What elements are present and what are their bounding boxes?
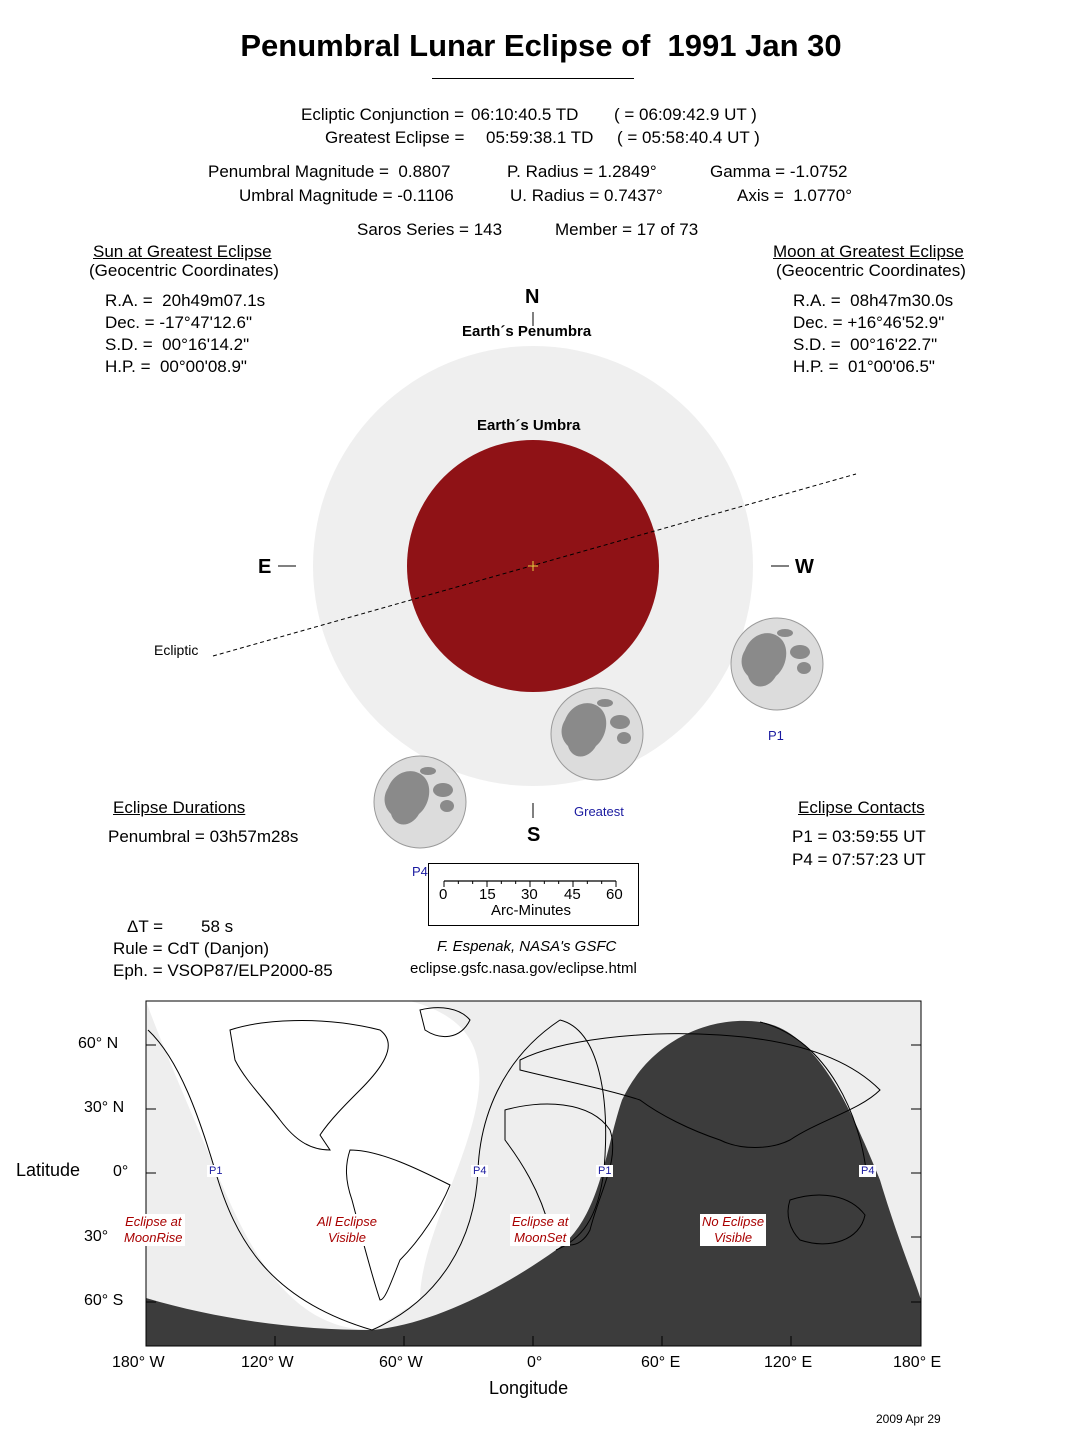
region-none-visible-line2: Visible xyxy=(714,1230,753,1245)
greatest-ut: ( = 05:58:40.4 UT ) xyxy=(617,128,760,147)
scale-tick-0: 0 xyxy=(439,886,448,903)
delta-t-label: ΔT = xyxy=(127,917,164,936)
scale-tick-30: 30 xyxy=(521,886,538,903)
lat-tick-30s: 30° xyxy=(84,1228,109,1245)
sun-heading: Sun at Greatest Eclipse xyxy=(93,242,272,261)
saros-series: Saros Series = 143 xyxy=(357,220,503,239)
lat-tick-0: 0° xyxy=(113,1163,129,1180)
credit-url: eclipse.gsfc.nasa.gov/eclipse.html xyxy=(410,960,637,977)
south-label: S xyxy=(527,824,541,846)
region-moonset xyxy=(510,1214,570,1246)
region-moonset-line2: MoonSet xyxy=(514,1230,567,1245)
region-all-visible-line2: Visible xyxy=(327,1230,367,1245)
rule: Rule = CdT (Danjon) xyxy=(113,939,270,958)
west-label: W xyxy=(795,556,814,578)
penumbra-label: Earth´s Penumbra xyxy=(462,323,592,340)
region-moonset-line1: Eclipse at xyxy=(512,1214,569,1229)
sun-subheading: (Geocentric Coordinates) xyxy=(89,261,279,280)
u-radius: U. Radius = 0.7437° xyxy=(510,186,663,205)
map-curve-label-p4-west: P4 xyxy=(473,1165,487,1177)
region-moonrise xyxy=(122,1214,185,1246)
moon-greatest-label: Greatest xyxy=(574,804,624,819)
moon-sd: S.D. = 00°16'22.7" xyxy=(793,335,938,354)
delta-t-value: 58 s xyxy=(201,917,234,936)
moon-hp: H.P. = 01°00'06.5" xyxy=(793,357,935,376)
scale-tick-45: 45 xyxy=(564,886,581,903)
lat-tick-30n: 30° N xyxy=(84,1099,125,1116)
map-curve-label-p1-west: P1 xyxy=(209,1165,223,1177)
ephemeris: Eph. = VSOP87/ELP2000-85 xyxy=(113,961,333,980)
gamma: Gamma = -1.0752 xyxy=(710,162,848,181)
region-all-visible xyxy=(315,1214,379,1246)
moon-ra: R.A. = 08h47m30.0s xyxy=(793,291,954,310)
sun-dec: Dec. = -17°47'12.6" xyxy=(105,313,252,332)
sun-hp: H.P. = 00°00'08.9" xyxy=(105,357,247,376)
lon-tick-120e: 120° E xyxy=(764,1354,813,1371)
umbra-label: Earth´s Umbra xyxy=(477,417,581,434)
contacts-heading: Eclipse Contacts xyxy=(798,798,925,817)
page-title: Penumbral Lunar Eclipse of 1991 Jan 30 xyxy=(240,28,842,63)
lon-tick-180e: 180° E xyxy=(893,1354,942,1371)
moon-dec: Dec. = +16°46'52.9" xyxy=(793,313,945,332)
lon-tick-180w: 180° W xyxy=(112,1354,165,1371)
moon-p4-label: P4 xyxy=(412,864,428,879)
region-none-visible-line1: No Eclipse xyxy=(702,1214,765,1229)
conjunction-td: 06:10:40.5 TD xyxy=(471,105,579,124)
p-radius: P. Radius = 1.2849° xyxy=(507,162,657,181)
lon-tick-60e: 60° E xyxy=(641,1354,681,1371)
ecliptic-label: Ecliptic xyxy=(154,642,199,658)
saros-member: Member = 17 of 73 xyxy=(555,220,699,239)
north-label: N xyxy=(525,286,540,308)
map-curve-label-p4-east: P4 xyxy=(861,1165,875,1177)
penumbral-magnitude: Penumbral Magnitude = 0.8807 xyxy=(208,162,451,181)
conjunction-label: Ecliptic Conjunction = xyxy=(301,105,465,124)
durations-heading: Eclipse Durations xyxy=(113,798,246,817)
sun-sd: S.D. = 00°16'14.2" xyxy=(105,335,250,354)
moon-heading: Moon at Greatest Eclipse xyxy=(773,242,964,261)
greatest-td: 05:59:38.1 TD xyxy=(486,128,594,147)
sun-ra: R.A. = 20h49m07.1s xyxy=(105,291,266,310)
contact-p1: P1 = 03:59:55 UT xyxy=(792,827,926,846)
region-all-visible-line1: All Eclipse xyxy=(317,1214,377,1229)
scale-label: Arc-Minutes xyxy=(491,902,572,919)
penumbral-duration: Penumbral = 03h57m28s xyxy=(108,827,299,846)
region-moonrise-line1: Eclipse at xyxy=(125,1214,182,1229)
axis: Axis = 1.0770° xyxy=(737,186,853,205)
conjunction-ut: ( = 06:09:42.9 UT ) xyxy=(614,105,757,124)
lon-tick-60w: 60° W xyxy=(379,1354,423,1371)
lon-tick-120w: 120° W xyxy=(241,1354,294,1371)
region-none-visible xyxy=(700,1214,766,1246)
map-ylabel: Latitude xyxy=(16,1160,81,1180)
map-xlabel: Longitude xyxy=(489,1378,569,1398)
greatest-label: Greatest Eclipse = xyxy=(325,128,465,147)
lat-tick-60n: 60° N xyxy=(78,1035,119,1052)
scale-tick-15: 15 xyxy=(479,886,496,903)
east-label: E xyxy=(258,556,272,578)
region-moonrise-line2: MoonRise xyxy=(124,1230,183,1245)
lat-tick-60s: 60° S xyxy=(84,1292,124,1309)
umbral-magnitude: Umbral Magnitude = -0.1106 xyxy=(239,186,454,205)
scale-tick-60: 60 xyxy=(606,886,623,903)
map-curve-label-p1-east: P1 xyxy=(598,1165,612,1177)
moon-p1-label: P1 xyxy=(768,728,784,743)
date-stamp: 2009 Apr 29 xyxy=(876,1412,941,1426)
contact-p4: P4 = 07:57:23 UT xyxy=(792,850,926,869)
moon-subheading: (Geocentric Coordinates) xyxy=(776,261,966,280)
credit-author: F. Espenak, NASA's GSFC xyxy=(437,938,617,955)
lon-tick-0: 0° xyxy=(527,1354,543,1371)
